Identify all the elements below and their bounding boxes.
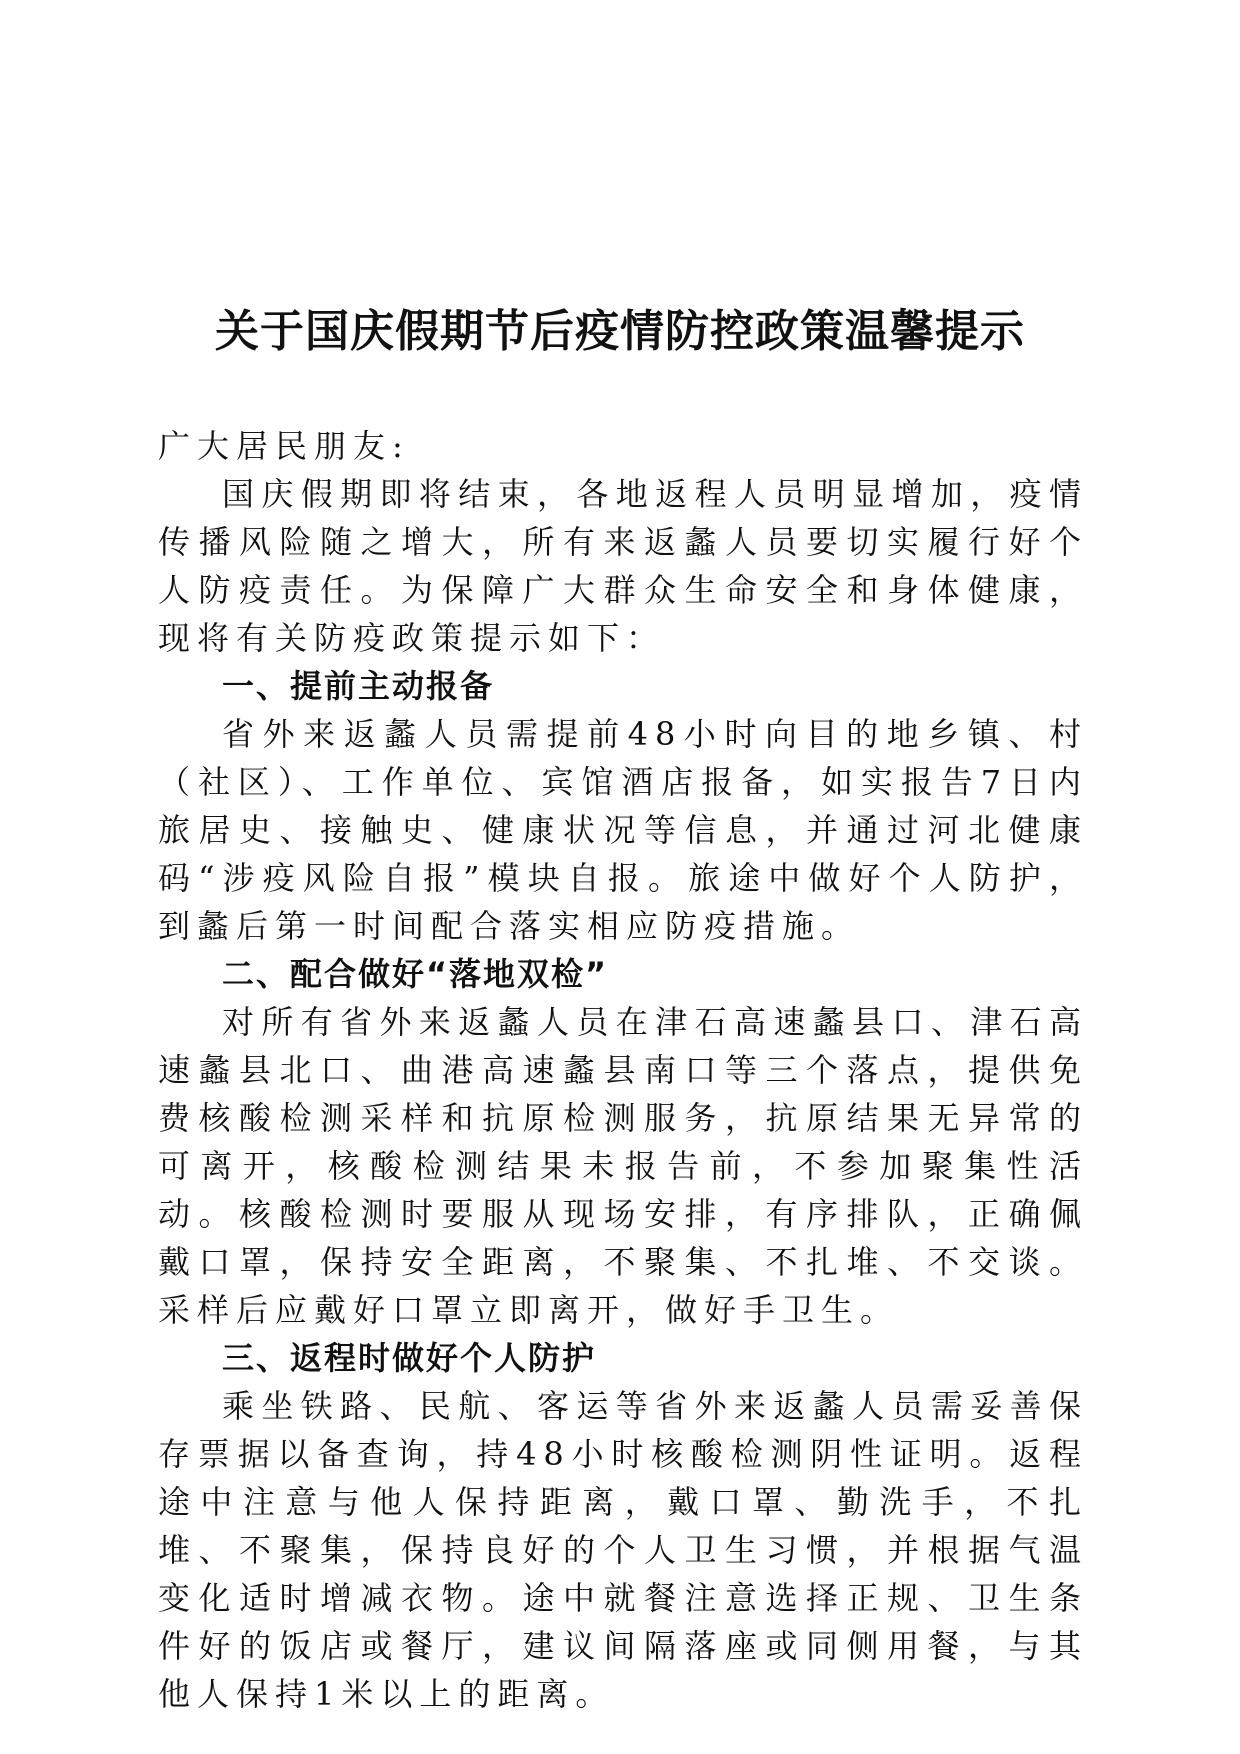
salutation: 广大居民朋友: xyxy=(158,427,410,465)
section-body-2: 对所有省外来返蠡人员在津石高速蠡县口、津石高速蠡县北口、曲港高速蠡县南口等三个落点，提供免费核酸检测采样和抗原检测服务，抗原结果无异常的可离开，核酸检测结果未报告前，不参加聚集性活动。核酸检测时要服从现场安排，有序排队，正确佩戴口罩，保持安全距离，不聚集、不扎堆、不交谈。采样后应戴好口罩立即离开，做好手卫生。 xyxy=(158,1003,1088,1329)
document-body xyxy=(158,422,1088,1718)
intro-paragraph: 国庆假期即将结束，各地返程人员明显增加，疫情传播风险随之增大，所有来返蠡人员要切实履行好个人防疫责任。为保障广大群众生命安全和身体健康，现将有关防疫政策提示如下： xyxy=(158,475,1088,657)
section-body-1: 省外来返蠡人员需提前48小时向目的地乡镇、村（社区）、工作单位、宾馆酒店报备，如实报告7日内旅居史、接触史、健康状况等信息，并通过河北健康码“涉疫风险自报”模块自报。旅途中做好个人防护，到蠡后第一时间配合落实相应防疫措施。 xyxy=(158,715,1088,945)
section-body-3: 乘坐铁路、民航、客运等省外来返蠡人员需妥善保存票据以备查询，持48小时核酸检测阴性证明。返程途中注意与他人保持距离，戴口罩、勤洗手，不扎堆、不聚集，保持良好的个人卫生习惯，并根据气温变化适时增减衣物。途中就餐注意选择正规、卫生条件好的饭店或餐厅，建议间隔落座或同侧用餐，与其他人保持1米以上的距离。 xyxy=(158,1387,1088,1713)
section-heading-2: 二、配合做好“落地双检” xyxy=(222,955,609,993)
section-heading-3: 三、返程时做好个人防护 xyxy=(222,1339,597,1377)
document-title: 关于国庆假期节后疫情防控政策温馨提示 xyxy=(215,306,1025,357)
section-heading-1: 一、提前主动报备 xyxy=(222,667,495,705)
